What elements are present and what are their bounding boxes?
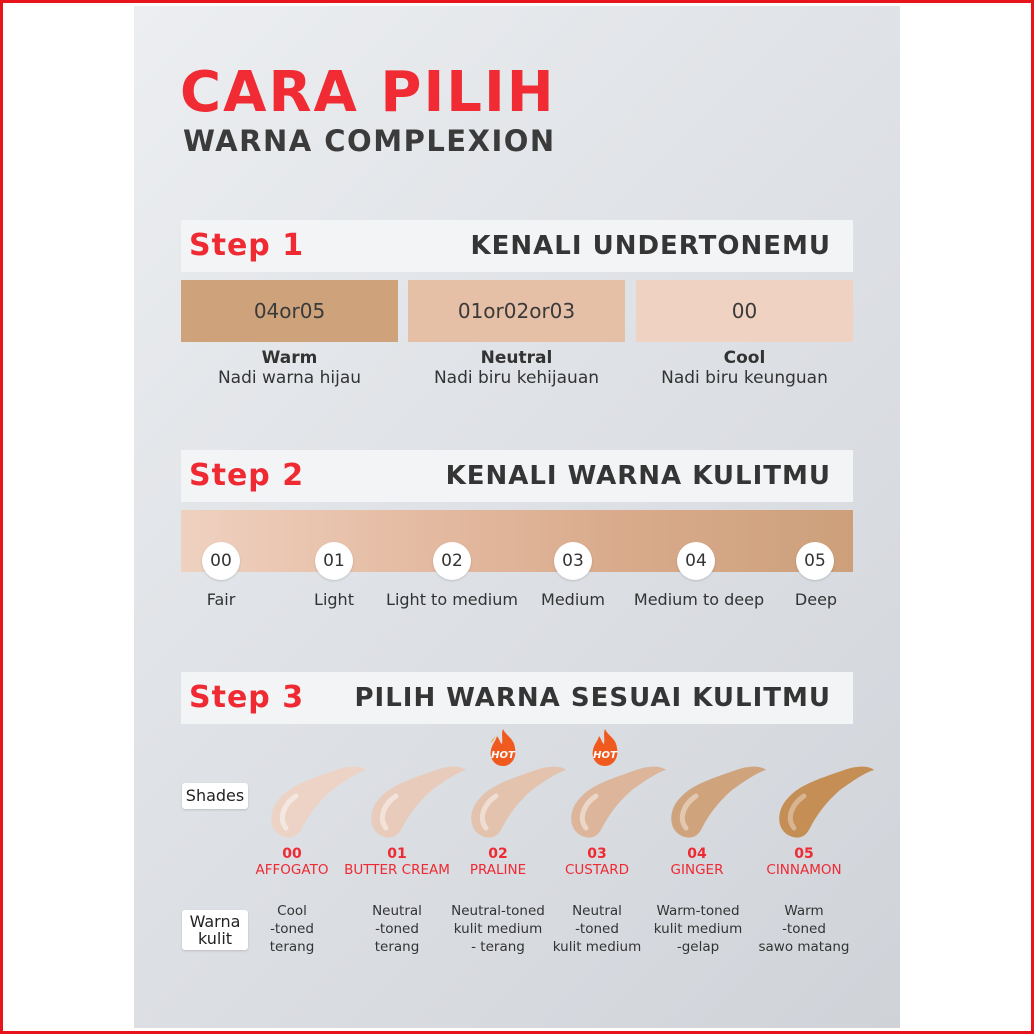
desc-line: - terang — [471, 939, 525, 955]
skin-description — [443, 902, 553, 956]
desc-line: kulit medium — [552, 939, 642, 955]
level-number: 02 — [441, 551, 463, 571]
shade-swatch — [770, 758, 880, 848]
tone-desc: Nadi biru kehijauan — [433, 368, 600, 388]
level-label: Medium — [541, 590, 605, 609]
skin-description — [643, 902, 753, 956]
step3-heading: PILIH WARNA SESUAI KULITMU — [354, 683, 831, 713]
desc-line: Warm — [784, 903, 824, 919]
level-number: 01 — [323, 551, 345, 571]
shade-number: 02 — [488, 846, 508, 862]
hot-flame-icon — [588, 728, 622, 768]
shade-name: CINNAMON — [766, 862, 842, 878]
shade-swatch — [462, 758, 572, 848]
level-marker — [554, 542, 592, 580]
desc-line: -toned — [270, 921, 314, 937]
skin-color-gradient — [181, 510, 853, 572]
warna-label-line1: Warna — [189, 912, 241, 931]
level-label: Light to medium — [386, 590, 518, 609]
step2-heading: KENALI WARNA KULITMU — [445, 461, 831, 491]
desc-line: kulit medium — [453, 921, 543, 937]
desc-line: -toned — [375, 921, 419, 937]
shade-number: 05 — [794, 846, 814, 862]
desc-line: Neutral — [372, 903, 422, 919]
level-number: 03 — [562, 551, 584, 571]
tone-cool-swatch — [636, 280, 853, 342]
desc-line: Cool — [277, 903, 307, 919]
skin-description — [749, 902, 859, 956]
desc-line: terang — [374, 939, 420, 955]
step2-label: Step 2 — [189, 458, 305, 493]
warna-label-line2: kulit — [197, 929, 233, 948]
hot-flame-icon — [486, 728, 520, 768]
shade-swatch — [362, 758, 472, 848]
shade-number: 03 — [587, 846, 607, 862]
tone-name: Cool — [723, 348, 766, 368]
desc-line: -toned — [782, 921, 826, 937]
desc-line: Neutral-toned — [451, 903, 545, 919]
level-label: Light — [314, 590, 354, 609]
tone-name: Warm — [261, 348, 318, 368]
step1-header — [181, 220, 853, 272]
step1-label: Step 1 — [189, 228, 305, 263]
tone-code: 01or02or03 — [457, 299, 576, 323]
tone-name: Neutral — [480, 348, 553, 368]
shade-name: BUTTER CREAM — [344, 862, 450, 878]
shade-name: PRALINE — [469, 862, 527, 878]
tone-code: 00 — [731, 299, 758, 323]
shade-swatch — [562, 758, 672, 848]
hot-badge-text: HOT — [491, 750, 515, 761]
shades-label — [182, 783, 248, 809]
level-marker — [315, 542, 353, 580]
desc-line: kulit medium — [653, 921, 743, 937]
level-number: 04 — [685, 551, 707, 571]
level-marker — [796, 542, 834, 580]
shade-name: AFFOGATO — [255, 862, 329, 878]
desc-line: sawo matang — [758, 939, 850, 955]
step3-header — [181, 672, 853, 724]
level-label: Medium to deep — [633, 590, 765, 609]
level-label: Deep — [794, 590, 838, 609]
shade-swatch — [262, 758, 372, 848]
level-number: 05 — [804, 551, 826, 571]
level-label: Fair — [206, 590, 236, 609]
tone-desc: Nadi warna hijau — [217, 368, 362, 388]
step3-label: Step 3 — [189, 680, 305, 715]
shade-name: GINGER — [670, 862, 724, 878]
level-marker — [677, 542, 715, 580]
page-title: CARA PILIH — [180, 60, 556, 125]
skin-description — [342, 902, 452, 956]
shades-label-text: Shades — [185, 786, 245, 805]
tone-code: 04or05 — [253, 299, 326, 323]
shade-number: 01 — [387, 846, 407, 862]
desc-line: -toned — [575, 921, 619, 937]
desc-line: Neutral — [572, 903, 622, 919]
level-marker — [202, 542, 240, 580]
step2-header — [181, 450, 853, 502]
shade-swatch — [662, 758, 772, 848]
step1-heading: KENALI UNDERTONEMU — [470, 231, 831, 261]
level-marker — [433, 542, 471, 580]
desc-line: terang — [269, 939, 315, 955]
level-number: 00 — [210, 551, 232, 571]
shade-name: CUSTARD — [564, 862, 630, 878]
tone-neutral-swatch — [408, 280, 625, 342]
hot-badge-text: HOT — [593, 750, 617, 761]
page-subtitle: WARNA COMPLEXION — [183, 124, 556, 158]
skin-description — [542, 902, 652, 956]
skin-description — [237, 902, 347, 956]
tone-warm-swatch — [181, 280, 398, 342]
shade-number: 00 — [282, 846, 302, 862]
tone-desc: Nadi biru keunguan — [661, 368, 828, 388]
desc-line: Warm-toned — [656, 903, 740, 919]
shade-number: 04 — [687, 846, 707, 862]
desc-line: -gelap — [676, 939, 720, 955]
